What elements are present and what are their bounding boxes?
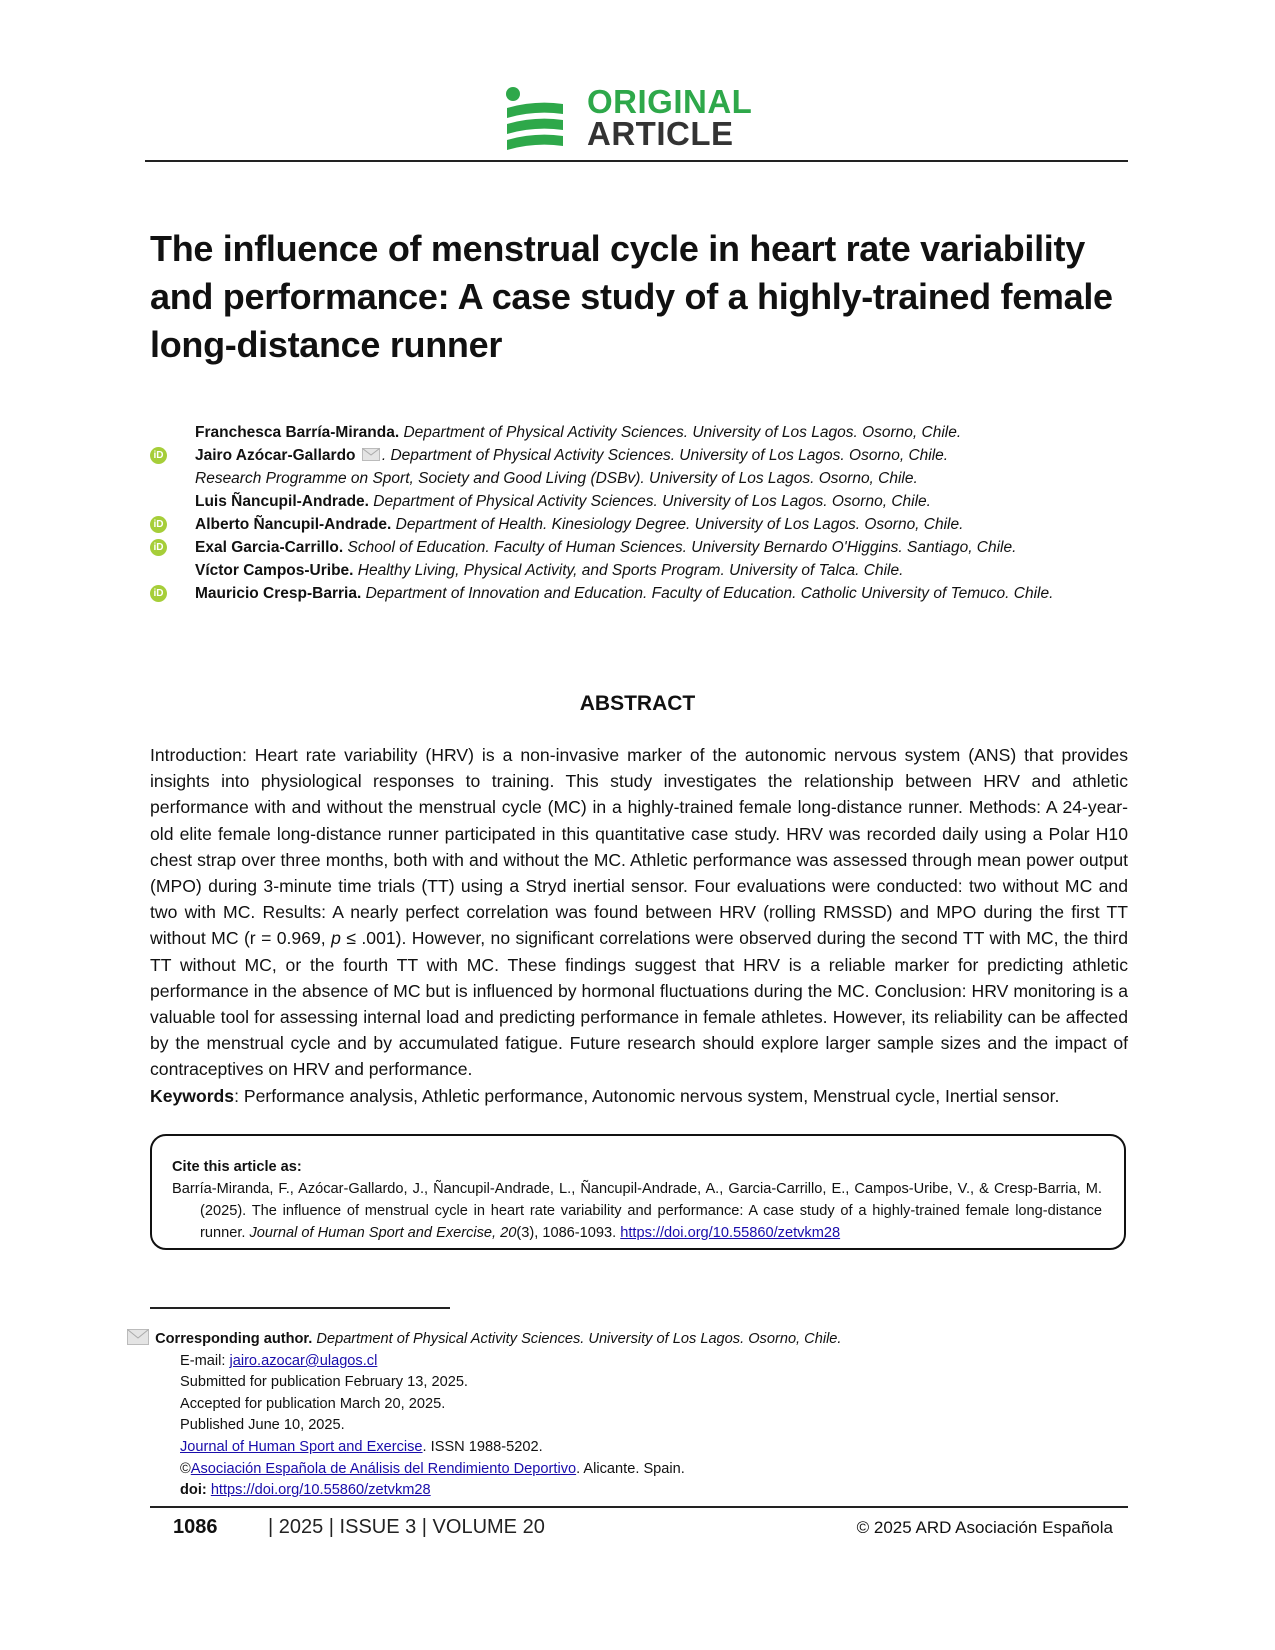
author-row xyxy=(150,490,1150,513)
logo-text xyxy=(587,83,753,152)
corresponding-author-row xyxy=(125,1329,1025,1351)
corresponding-label: Corresponding author. xyxy=(155,1331,313,1347)
keywords-list: : Performance analysis, Athletic performance, Autonomic nervous system, Menstrual cycle, Inertial sensor. xyxy=(234,1085,1060,1106)
abstract-text: Introduction: Heart rate variability (HRV) is a non-invasive marker of the autonomic nervous system (ANS) that provides insights into physiological responses to training. This study investigates the relationship between HRV and athletic performance with and without the menstrual cycle (MC) in a highly-trained female long-distance runner. Methods: A 24-year-old elite female long-distance runner participated in this quantitative case study. HRV was recorded daily using a Polar H10 chest strap over three months, both with and without the MC. Athletic performance was assessed through mean power output (MPO) during 3-minute time trials (TT) using a Stryd inertial sensor. Four evaluations were conducted: two without MC and two with MC. Results: A nearly perfect correlation was found between HRV (rolling RMSSD) and MPO during the first TT without MC (r = 0.969, xyxy=(150,745,1128,949)
author-name: Alberto Ñancupil-Andrade. xyxy=(195,516,392,533)
journal-link[interactable]: Journal of Human Sport and Exercise xyxy=(180,1438,423,1455)
association-location: . Alicante. Spain. xyxy=(576,1460,685,1477)
corresponding-affiliation: Department of Physical Activity Sciences. University of Los Lagos. Osorno, Chile. xyxy=(316,1331,842,1347)
author-name: Luis Ñancupil-Andrade. xyxy=(195,493,369,510)
page-number: 1086 xyxy=(173,1516,218,1538)
issue-info: | 2025 | ISSUE 3 | VOLUME 20 xyxy=(268,1516,545,1538)
citation-box xyxy=(150,1134,1126,1250)
author-name: Franchesca Barría-Miranda. xyxy=(195,424,400,441)
author-list xyxy=(150,421,1150,605)
orcid-icon[interactable]: iD xyxy=(150,447,167,464)
author-name: Mauricio Cresp-Barria. xyxy=(195,585,362,602)
author-affiliation: Healthy Living, Physical Activity, and Sports Program. University of Talca. Chile. xyxy=(357,562,904,579)
envelope-icon xyxy=(362,448,380,461)
doi-label: doi: xyxy=(180,1482,211,1499)
journal-logo xyxy=(505,83,775,152)
author-name: Víctor Campos-Uribe. xyxy=(195,562,354,579)
footer-rule xyxy=(150,1506,1128,1508)
email-link[interactable]: jairo.azocar@ulagos.cl xyxy=(229,1352,378,1369)
author-name: Exal Garcia-Carrillo. xyxy=(195,539,344,556)
author-affiliation: Department of Physical Activity Sciences. University of Los Lagos. Osorno, Chile. xyxy=(403,424,962,441)
logo-line-original: ORIGINAL xyxy=(587,83,753,120)
author-row xyxy=(150,513,1150,536)
author-row xyxy=(150,582,1150,605)
citation-reference: Barría-Miranda, F., Azócar-Gallardo, J., Ñancupil-Andrade, L., Ñancupil-Andrade, A., Garcia-Carrillo, E., Campos-Uribe, V., & Cresp-Barria, M. (2025). The influence of menstrual cycle in heart rate variability and performance: A case study of a highly-trained female long-distance runner. xyxy=(172,1181,1102,1241)
association-link[interactable]: Asociación Española de Análisis del Rendimiento Deportivo xyxy=(190,1460,577,1477)
envelope-icon xyxy=(127,1329,149,1345)
author-row xyxy=(150,421,1150,444)
journal-row xyxy=(125,1437,1025,1459)
author-affiliation: Department of Innovation and Education. Faculty of Education. Catholic University of Temuco. Chile. xyxy=(365,585,1054,602)
abstract-text-continued: ≤ .001). However, no significant correlations were observed during the second TT with MC, the third TT without MC, or the fourth TT with MC. These findings suggest that HRV is a reliable marker for predicting athletic performance in the absence of MC but is influenced by hormonal fluctuations during the MC. Conclusion: HRV monitoring is a valuable tool for assessing internal load and predicting performance in female athletes. However, its reliability can be affected by the menstrual cycle and by accumulated fatigue. Future research should explore larger sample sizes and the impact of contraceptives on HRV and performance. xyxy=(150,928,1128,1080)
footnote xyxy=(125,1329,1025,1502)
header-rule xyxy=(145,160,1128,162)
accepted-date: Accepted for publication March 20, 2025. xyxy=(180,1395,446,1412)
submitted-date: Submitted for publication February 13, 2025. xyxy=(180,1374,468,1391)
author-affiliation: Department of Physical Activity Sciences. University of Los Lagos. Osorno, Chile. xyxy=(373,493,931,510)
author-affiliation: School of Education. Faculty of Human Sciences. University Bernardo O'Higgins. Santiago, Chile. xyxy=(347,539,1017,556)
orcid-icon[interactable]: iD xyxy=(150,585,167,602)
abstract-heading: ABSTRACT xyxy=(579,692,696,715)
author-row xyxy=(150,559,1150,582)
author-row xyxy=(150,536,1150,559)
citation-issue: (3), 1086-1093. xyxy=(516,1225,621,1241)
author-affiliation: Research Programme on Sport, Society and Good Living (DSBv). University of Los Lagos. Osorno, Chile. xyxy=(195,470,918,487)
copyright-symbol: © xyxy=(180,1460,191,1477)
keywords-label: Keywords xyxy=(150,1085,235,1106)
citation-text xyxy=(172,1178,1102,1244)
email-row xyxy=(125,1351,1025,1373)
issn-text: . ISSN 1988-5202. xyxy=(422,1438,543,1455)
footnote-rule xyxy=(150,1307,450,1309)
orcid-icon[interactable]: iD xyxy=(150,539,167,556)
author-row xyxy=(150,444,1150,467)
association-row xyxy=(125,1459,1025,1481)
author-name: Jairo Azócar-Gallardo xyxy=(195,447,356,464)
citation-doi-link[interactable]: https://doi.org/10.55860/zetvkm28 xyxy=(620,1225,841,1241)
logo-line-article: ARTICLE xyxy=(587,115,734,152)
abstract-body xyxy=(150,742,1128,1109)
author-affiliation: Department of Health. Kinesiology Degree. University of Los Lagos. Osorno, Chile. xyxy=(395,516,964,533)
citation-journal: Journal of Human Sport and Exercise, 20 xyxy=(249,1225,517,1241)
email-label: E-mail: xyxy=(180,1352,230,1369)
doi-row xyxy=(125,1480,1025,1502)
author-row xyxy=(150,467,1150,490)
orcid-icon[interactable]: iD xyxy=(150,516,167,533)
published-date: Published June 10, 2025. xyxy=(180,1417,345,1434)
footer-copyright: © 2025 ARD Asociación Española xyxy=(856,1518,1113,1537)
author-affiliation: . Department of Physical Activity Sciences. University of Los Lagos. Osorno, Chile. xyxy=(381,447,949,464)
citation-label: Cite this article as: xyxy=(172,1159,302,1175)
page-footer xyxy=(0,1516,1275,1546)
p-symbol: p xyxy=(331,928,341,949)
doi-link[interactable]: https://doi.org/10.55860/zetvkm28 xyxy=(210,1482,431,1499)
article-title: The influence of menstrual cycle in heart rate variability and performance: A case study of a highly-trained female long-distance runner xyxy=(150,228,1113,365)
logo-stripes-icon xyxy=(505,86,565,150)
